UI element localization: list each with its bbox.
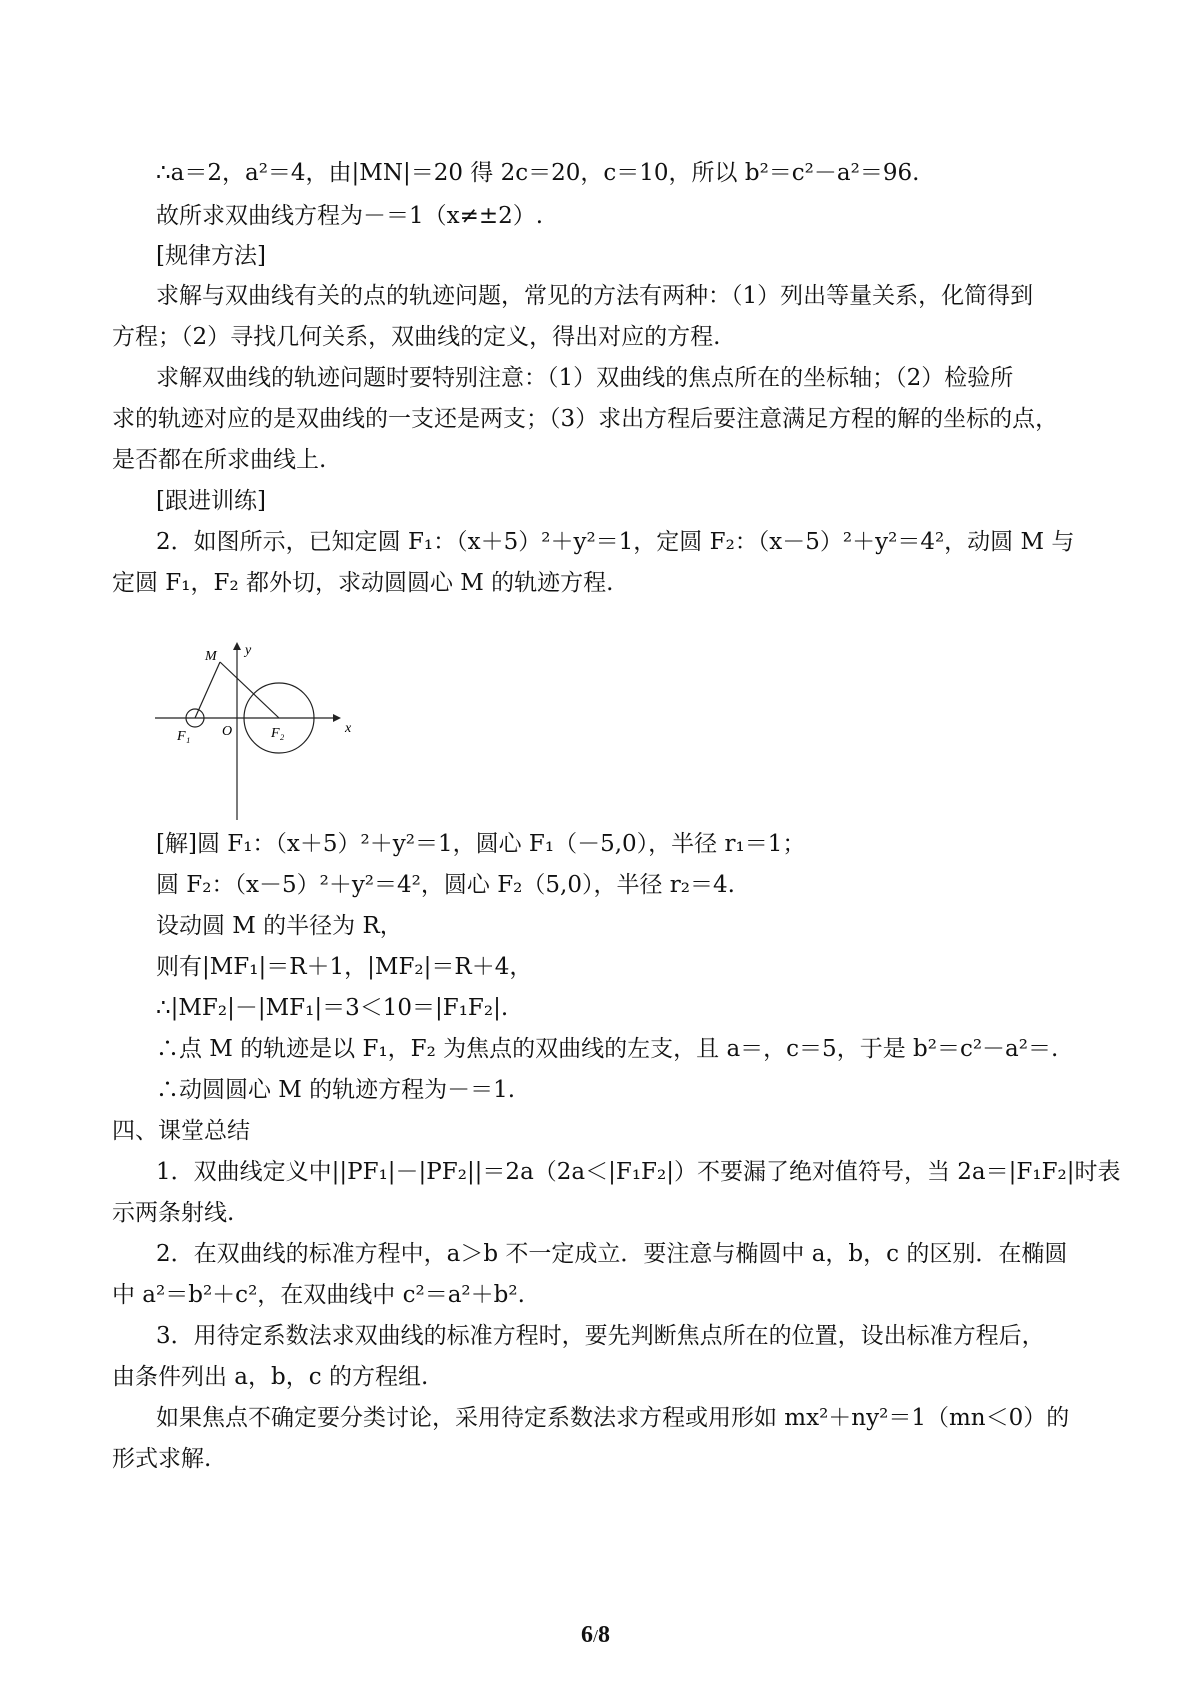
text-line: 中 a²＝b²＋c²，在双曲线中 c²＝a²＋b².: [112, 1282, 525, 1308]
text-line: 圆 F₂：（x－5）²＋y²＝4²，圆心 F₂（5,0），半径 r₂＝4.: [156, 872, 735, 898]
text-line: 定圆 F₁，F₂ 都外切，求动圆圆心 M 的轨迹方程.: [112, 570, 614, 596]
y-axis-label: y: [245, 643, 252, 658]
text-line: 由条件列出 a，b，c 的方程组.: [112, 1364, 429, 1390]
x-axis-label: x: [345, 721, 352, 736]
text-line: 示两条射线.: [112, 1200, 235, 1226]
text-line: 3．用待定系数法求双曲线的标准方程时，要先判断焦点所在的位置，设出标准方程后，: [156, 1323, 1045, 1349]
text-line: 2．如图所示，已知定圆 F₁：（x＋5）²＋y²＝1，定圆 F₂：（x－5）²＋y²＝4²，动圆 M 与: [156, 529, 1075, 555]
text-line: 如果焦点不确定要分类讨论，采用待定系数法求方程或用形如 mx²＋ny²＝1（mn＜0）的: [156, 1405, 1070, 1431]
section-label: [跟进训练]: [156, 488, 266, 514]
text-line: 是否都在所求曲线上.: [112, 447, 327, 473]
text-line: ∴a＝2，a²＝4，由|MN|＝20 得 2c＝20，c＝10，所以 b²＝c²－a²＝96.: [156, 160, 920, 186]
text-line: ∴动圆圆心 M 的轨迹方程为－＝1.: [156, 1077, 516, 1103]
text-line: 2．在双曲线的标准方程中，a＞b 不一定成立．要注意与椭圆中 a，b，c 的区别．在椭圆: [156, 1241, 1068, 1267]
origin-label: O: [222, 724, 233, 739]
text-line: 求解与双曲线有关的点的轨迹问题，常见的方法有两种：（1）列出等量关系，化简得到: [156, 283, 1034, 309]
text-line: 求解双曲线的轨迹问题时要特别注意：（1）双曲线的焦点所在的坐标轴；（2）检验所: [156, 365, 1014, 391]
point-f1-label: F₁: [177, 729, 191, 744]
page-total: 8: [598, 1622, 610, 1648]
point-m-label: M: [205, 649, 217, 664]
text-line: 方程；（2）寻找几何关系，双曲线的定义，得出对应的方程.: [112, 324, 721, 350]
page-current: 6: [580, 1622, 593, 1648]
page-separator: /: [592, 1626, 598, 1646]
section-heading: 四、课堂总结: [112, 1118, 250, 1144]
text-line: ∴|MF₂|－|MF₁|＝3＜10＝|F₁F₂|.: [156, 995, 509, 1021]
text-line: 求的轨迹对应的是双曲线的一支还是两支；（3）求出方程后要注意满足方程的解的坐标的点，: [112, 406, 1059, 432]
page-number: [0, 1622, 1191, 1649]
section-label: [规律方法]: [156, 243, 266, 269]
text-line: [解]圆 F₁：（x＋5）²＋y²＝1，圆心 F₁（－5,0），半径 r₁＝1；: [156, 831, 806, 857]
text-line: 形式求解.: [112, 1446, 212, 1472]
text-line: 则有|MF₁|＝R＋1，|MF₂|＝R＋4，: [156, 954, 533, 980]
point-f2-label: F₂: [271, 726, 285, 741]
text-line: 故所求双曲线方程为－＝1（x≠±2）.: [156, 203, 544, 229]
text-line: 1．双曲线定义中||PF₁|－|PF₂||＝2a（2a＜|F₁F₂|）不要漏了绝对值符号，当 2a＝|F₁F₂|时表: [156, 1159, 1121, 1185]
text-line: 设动圆 M 的半径为 R，: [156, 913, 403, 939]
circle-diagram: [155, 640, 365, 820]
text-line: ∴点 M 的轨迹是以 F₁，F₂ 为焦点的双曲线的左支，且 a＝，c＝5，于是 b²＝c²－a²＝.: [156, 1036, 1059, 1062]
